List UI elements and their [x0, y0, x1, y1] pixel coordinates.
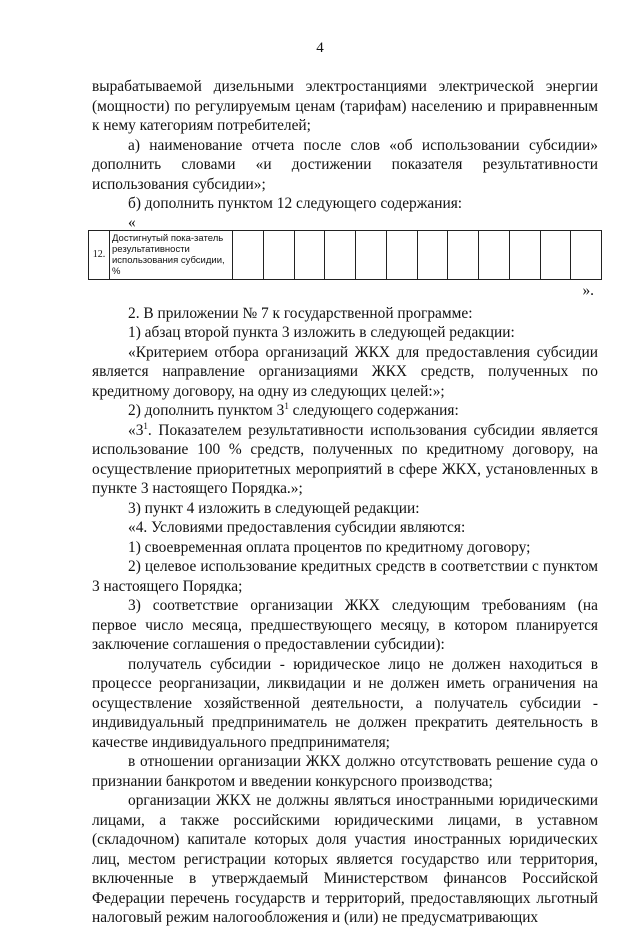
empty-cell	[448, 230, 479, 279]
paragraph: получатель субсидии - юридическое лицо не должен находиться в процессе реорганизации, ликвидации и не должен иметь ограничения на осуществление хозяйственной деятельности, а получатель субсидии - индивидуальный предприниматель не должен прекратить деятельность в качестве индивидуального предпринимателя;	[92, 655, 598, 751]
closing-quote: ».	[582, 281, 594, 299]
paragraph: «$3^1$. Показателем результативности использования субсидии является использование 100 % средств, полученных по кредитному договору, на осуществление приоритетных мероприятий в сфере ЖКХ, установленных в пункте 3 настоящего Порядка.»;	[92, 420, 598, 497]
empty-cell	[356, 230, 387, 279]
row-number-cell: 12.	[89, 230, 110, 279]
empty-cell	[263, 230, 294, 279]
empty-cell	[233, 230, 264, 279]
table-row	[89, 230, 602, 279]
opening-quote: «	[128, 213, 136, 231]
empty-cell	[571, 230, 602, 279]
paragraph: 2. В приложении № 7 к государственной программе:	[128, 304, 473, 322]
page-number: 4	[316, 40, 324, 56]
paragraph: а) наименование отчета после слов «об использовании субсидии» дополнить словами «и достижении показателя результативности использования субсидии»;	[92, 136, 598, 193]
paragraph: организации ЖКХ не должны являться иностранными юридическими лицами, а также российскими юридическими лицами, в уставном (складочном) капитале которых доля участия иностранных юридических лиц, местом регистрации которых является государство или территория, включенные в утверждаемый Министерством финансов Российской Федерации перечень государств и территорий, предоставляющих льготный налоговый режим налогообложения и (или) не предусматривающих	[92, 792, 598, 926]
paragraph: в отношении организации ЖКХ должно отсутствовать решение суда о признании банкротом и введении конкурсного производства;	[92, 753, 598, 790]
indicator-table	[88, 230, 602, 280]
paragraph: б) дополнить пунктом 12 следующего содержания:	[128, 195, 463, 212]
indicator-name-cell: Достигнутый пока-затель результативности использования субсидии, %	[110, 230, 233, 279]
empty-cell	[386, 230, 417, 279]
empty-cell	[479, 230, 510, 279]
empty-cell	[294, 230, 325, 279]
document-body	[92, 77, 598, 928]
paragraph: 2) дополнить пунктом $3^1$ следующего содержания:	[128, 400, 459, 419]
paragraph: 3) соответствие организации ЖКХ следующим требованиям (на первое число месяца, предшествующего месяцу, в котором планируется заключение соглашения о предоставлении субсидии):	[92, 597, 598, 653]
paragraph: «Критерием отбора организаций ЖКХ для предоставления субсидии является направление организациями ЖКХ средств, полученных по кредитному договору, на одну из следующих целей:»;	[92, 343, 598, 400]
paragraph: 2) целевое использование кредитных средств в соответствии с пунктом 3 настоящего Порядка;	[92, 558, 598, 595]
empty-cell	[417, 230, 448, 279]
empty-cell	[325, 230, 356, 279]
paragraph: 3) пункт 4 изложить в следующей редакции:	[128, 499, 420, 517]
paragraph: вырабатываемой дизельными электростанциями электрической энергии (мощности) по регулируемым ценам (тарифам) населению и приравненным к нему категориям потребителей;	[92, 78, 598, 134]
empty-cell	[509, 230, 540, 279]
paragraph: «4. Условиями предоставления субсидии являются:	[128, 519, 466, 536]
paragraph: 1) абзац второй пункта 3 изложить в следующей редакции:	[128, 324, 515, 341]
empty-cell	[540, 230, 571, 279]
paragraph: 1) своевременная оплата процентов по кредитному договору;	[128, 538, 531, 556]
